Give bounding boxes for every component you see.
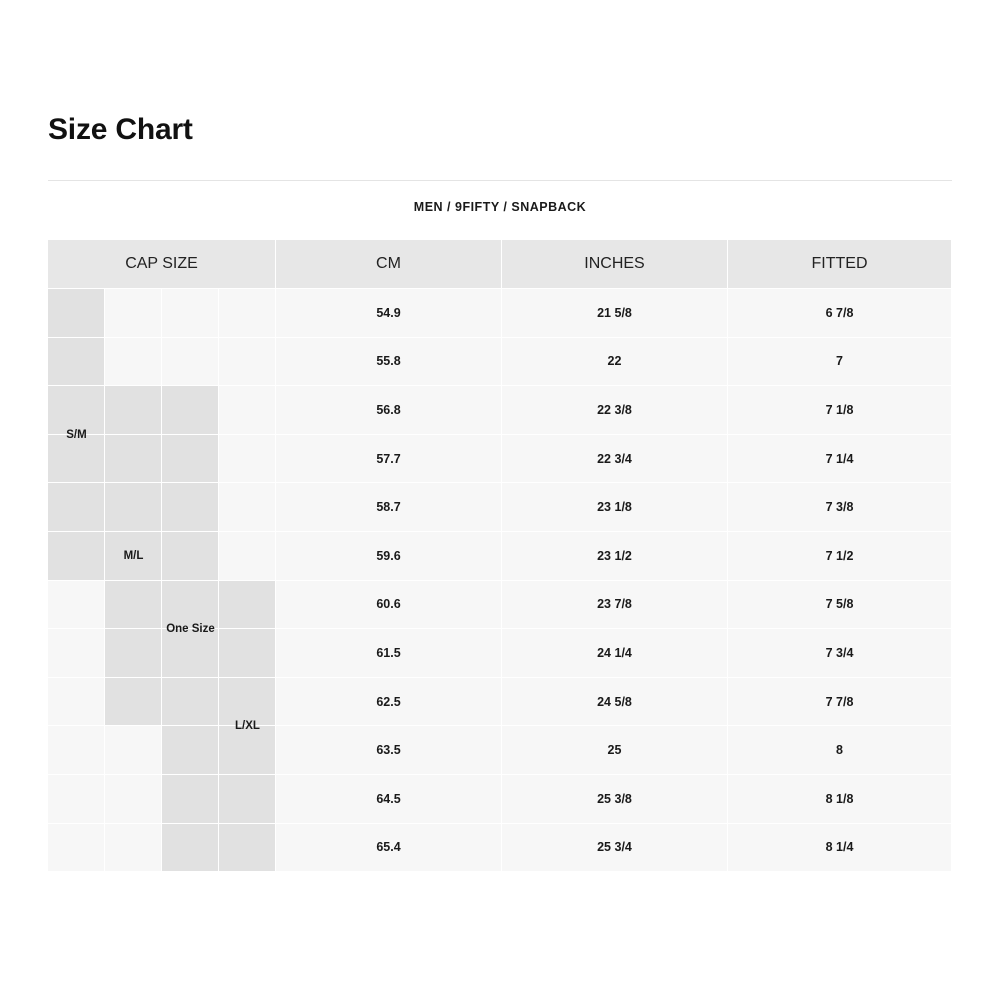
cap-size-empty-cell <box>219 435 276 484</box>
cap-size-empty-cell <box>162 338 219 387</box>
table-cell-fitted: 8 1/8 <box>728 775 952 824</box>
size-chart-table <box>48 240 952 873</box>
page-title: Size Chart <box>48 113 193 146</box>
cap-size-group-label: M/L <box>123 550 144 563</box>
table-cell-fitted: 7 3/4 <box>728 629 952 678</box>
table-cell-fitted: 7 <box>728 338 952 387</box>
table-cell-inches: 21 5/8 <box>502 289 728 338</box>
cap-size-empty-cell <box>105 726 162 775</box>
column-header-inches: INCHES <box>502 240 728 289</box>
table-cell-cm: 63.5 <box>276 726 502 775</box>
cap-size-group-label: One Size <box>166 623 215 636</box>
cap-size-empty-cell <box>219 532 276 581</box>
table-cell-cm: 58.7 <box>276 483 502 532</box>
size-chart-grid <box>48 240 952 873</box>
cap-size-empty-cell <box>219 386 276 435</box>
table-cell-cm: 61.5 <box>276 629 502 678</box>
cap-size-empty-cell <box>48 629 105 678</box>
column-header-fitted: FITTED <box>728 240 952 289</box>
cap-size-empty-cell <box>48 824 105 873</box>
table-cell-fitted: 7 1/8 <box>728 386 952 435</box>
table-cell-inches: 24 5/8 <box>502 678 728 727</box>
table-cell-cm: 57.7 <box>276 435 502 484</box>
cap-size-empty-cell <box>219 338 276 387</box>
cap-size-empty-cell <box>219 289 276 338</box>
table-cell-inches: 24 1/4 <box>502 629 728 678</box>
table-cell-inches: 25 3/8 <box>502 775 728 824</box>
table-cell-inches: 25 <box>502 726 728 775</box>
table-cell-fitted: 7 1/4 <box>728 435 952 484</box>
column-header-cap-size: CAP SIZE <box>48 240 276 289</box>
cap-size-empty-cell <box>162 289 219 338</box>
cap-size-empty-cell <box>219 483 276 532</box>
chart-subtitle: MEN / 9FIFTY / SNAPBACK <box>413 200 587 214</box>
table-cell-fitted: 7 7/8 <box>728 678 952 727</box>
cap-size-empty-cell <box>48 678 105 727</box>
table-cell-fitted: 7 1/2 <box>728 532 952 581</box>
table-cell-cm: 60.6 <box>276 581 502 630</box>
table-cell-cm: 54.9 <box>276 289 502 338</box>
cap-size-group-label: S/M <box>66 428 87 441</box>
cap-size-empty-cell <box>48 775 105 824</box>
cap-size-empty-cell <box>105 289 162 338</box>
cap-size-empty-cell <box>105 824 162 873</box>
table-cell-fitted: 8 1/4 <box>728 824 952 873</box>
cap-size-empty-cell <box>48 581 105 630</box>
table-cell-inches: 23 1/8 <box>502 483 728 532</box>
table-cell-fitted: 8 <box>728 726 952 775</box>
table-cell-inches: 22 <box>502 338 728 387</box>
table-cell-cm: 62.5 <box>276 678 502 727</box>
table-cell-inches: 25 3/4 <box>502 824 728 873</box>
table-cell-fitted: 6 7/8 <box>728 289 952 338</box>
table-cell-cm: 59.6 <box>276 532 502 581</box>
cap-size-empty-cell <box>105 338 162 387</box>
cap-size-group-label: L/XL <box>235 720 260 733</box>
table-cell-fitted: 7 3/8 <box>728 483 952 532</box>
table-cell-cm: 56.8 <box>276 386 502 435</box>
column-header-cm: CM <box>276 240 502 289</box>
table-cell-cm: 65.4 <box>276 824 502 873</box>
title-divider <box>48 180 952 181</box>
table-cell-inches: 23 7/8 <box>502 581 728 630</box>
cap-size-empty-cell <box>48 726 105 775</box>
table-cell-inches: 22 3/8 <box>502 386 728 435</box>
table-cell-inches: 23 1/2 <box>502 532 728 581</box>
table-cell-fitted: 7 5/8 <box>728 581 952 630</box>
table-cell-inches: 22 3/4 <box>502 435 728 484</box>
table-cell-cm: 55.8 <box>276 338 502 387</box>
cap-size-empty-cell <box>105 775 162 824</box>
table-cell-cm: 64.5 <box>276 775 502 824</box>
